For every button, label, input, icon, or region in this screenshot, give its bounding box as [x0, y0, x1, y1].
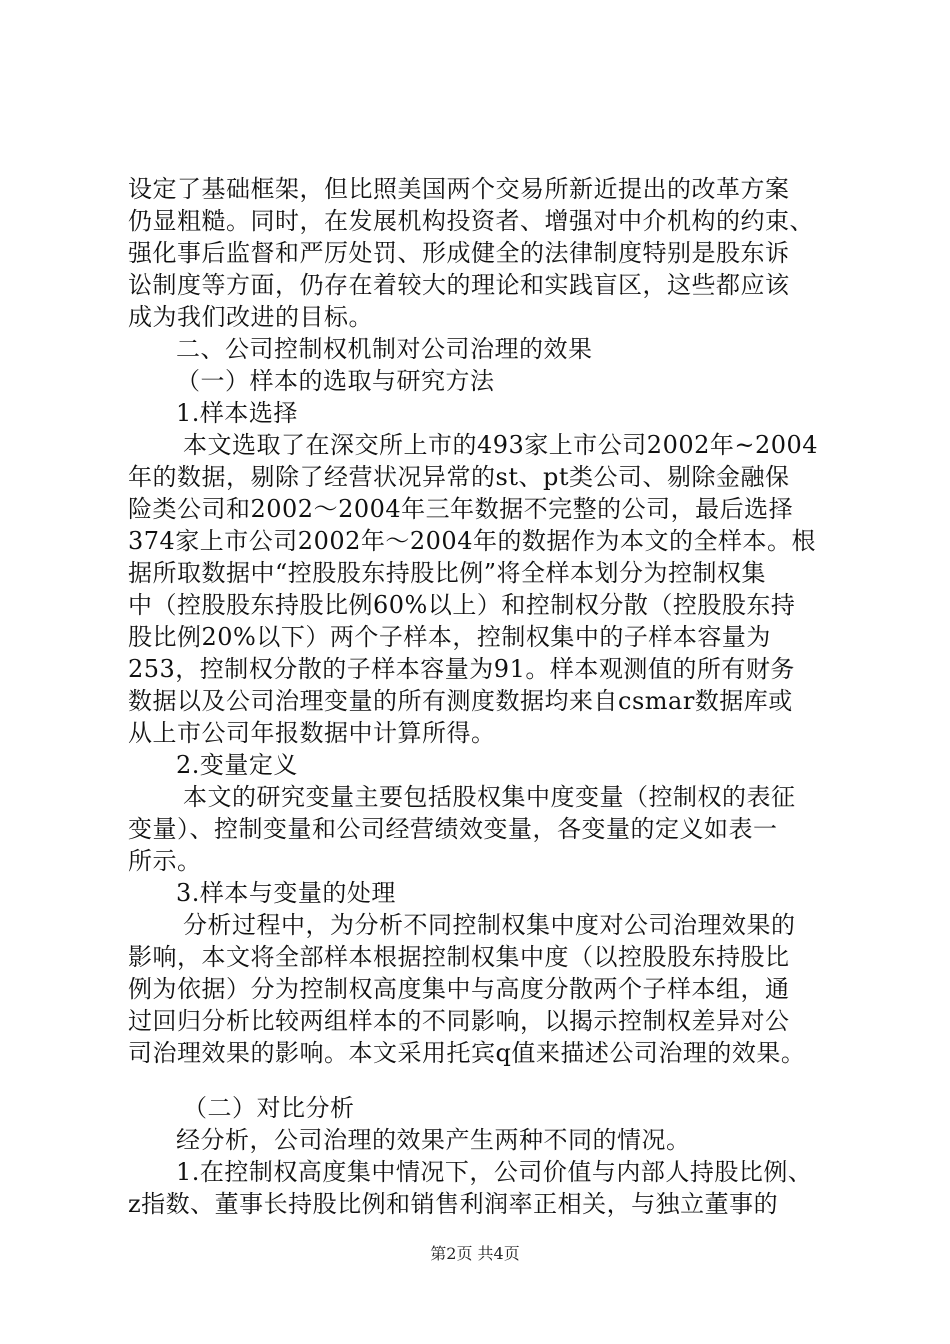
text-line: 例为依据）分为控制权高度集中与高度分散两个子样本组，通: [128, 975, 790, 1003]
text-line: 设定了基础框架，但比照美国两个交易所新近提出的改革方案: [128, 175, 790, 203]
text-line: 据所取数据中“控股股东持股比例”将全样本划分为控制权集: [128, 559, 767, 587]
text-line: 所示。: [128, 847, 202, 875]
item-heading: 2.变量定义: [176, 751, 298, 779]
text-line: 仍显粗糙。同时，在发展机构投资者、增强对中介机构的约束、: [128, 207, 814, 235]
text-line: 374家上市公司2002年～2004年的数据作为本文的全样本。根: [128, 527, 816, 555]
subsection-heading: （二）对比分析: [183, 1094, 355, 1122]
section-heading: 二、公司控制权机制对公司治理的效果: [176, 335, 593, 363]
text-line: 险类公司和2002～2004年三年数据不完整的公司，最后选择: [128, 495, 794, 523]
text-line: 过回归分析比较两组样本的不同影响，以揭示控制权差异对公: [128, 1007, 790, 1035]
text-line: 影响，本文将全部样本根据控制权集中度（以控股股东持股比: [128, 943, 790, 971]
text-line: 本文的研究变量主要包括股权集中度变量（控制权的表征: [183, 783, 796, 811]
text-line: 经分析，公司治理的效果产生两种不同的情况。: [176, 1126, 691, 1154]
text-line: 数据以及公司治理变量的所有测度数据均来自csmar数据库或: [128, 687, 793, 715]
text-line: 本文选取了在深交所上市的493家上市公司2002年~2004: [183, 431, 819, 459]
item-heading: 3.样本与变量的处理: [176, 879, 396, 907]
text-line: 股比例20%以下）两个子样本，控制权集中的子样本容量为: [128, 623, 771, 651]
item-heading: 1.样本选择: [176, 399, 298, 427]
page-number-footer: 第2页 共4页: [430, 1244, 520, 1263]
subsection-heading: （一）样本的选取与研究方法: [176, 367, 495, 395]
text-line: 年的数据，剔除了经营状况异常的st、pt类公司、剔除金融保: [128, 463, 790, 491]
text-line: 253，控制权分散的子样本容量为91。样本观测值的所有财务: [128, 655, 795, 683]
text-line: 分析过程中，为分析不同控制权集中度对公司治理效果的: [183, 911, 796, 939]
text-line: 变量）、控制变量和公司经营绩效变量，各变量的定义如表一: [128, 815, 778, 843]
text-line: 强化事后监督和严厉处罚、形成健全的法律制度特别是股东诉: [128, 239, 790, 267]
text-line: 1.在控制权高度集中情况下，公司价值与内部人持股比例、: [176, 1158, 813, 1186]
text-line: 中（控股股东持股比例60%以上）和控制权分散（控股股东持: [128, 591, 796, 619]
text-line: 司治理效果的影响。本文采用托宾q值来描述公司治理的效果。: [128, 1039, 806, 1067]
text-line: 成为我们改进的目标。: [128, 303, 373, 331]
text-line: z指数、董事长持股比例和销售利润率正相关，与独立董事的: [128, 1190, 779, 1218]
text-line: 讼制度等方面，仍存在着较大的理论和实践盲区，这些都应该: [128, 271, 790, 299]
text-line: 从上市公司年报数据中计算所得。: [128, 719, 496, 747]
